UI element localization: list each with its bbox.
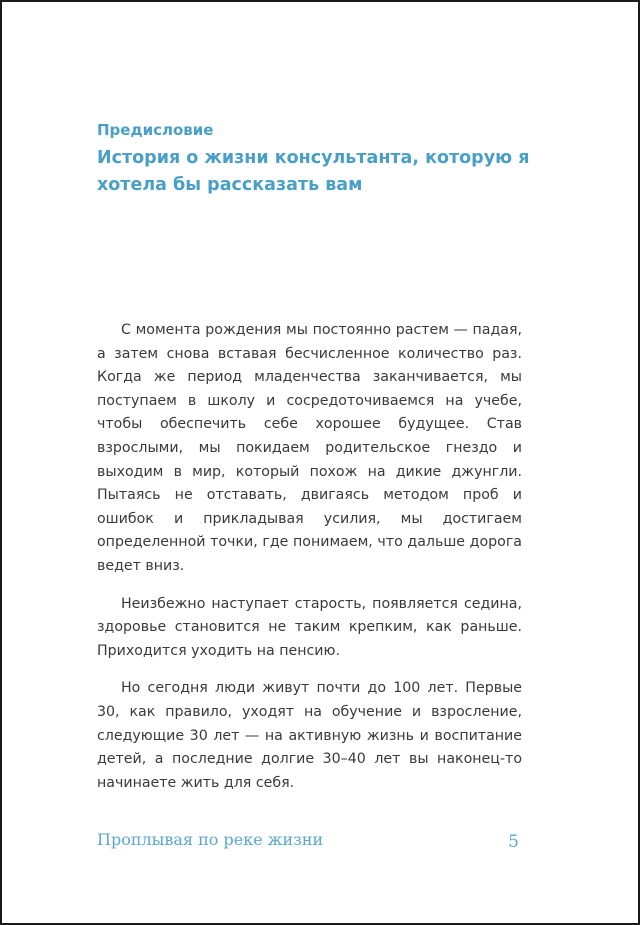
running-footer-title: Проплывая по реке жизни: [97, 830, 324, 849]
body-text: [97, 319, 522, 809]
chapter-label: Предисловие: [97, 121, 214, 139]
paragraph-1: С момента рождения мы постоянно растем — падая, а затем снова вставая бесчисленное количество раз. Когда же период младенчества заканчивается, мы поступаем в школу и сосредоточиваемся на учебе, чтобы обеспечить себе хорошее будущее. Став взрослыми, мы покидаем родительское гнездо и выходим в мир, который похож на дикие джунгли. Пытаясь не отставать, двигаясь методом проб и ошибок и прикладывая усилия, мы достигаем определенной точки, где понимаем, что дальше дорога ведет вниз.: [97, 322, 522, 574]
page-number: 5: [508, 832, 519, 852]
chapter-title: История о жизни консультанта, которую я хотела бы рассказать вам: [97, 148, 530, 195]
paragraph-2: Неизбежно наступает старость, появляется седина, здоровье становится не таким крепким, как раньше. Приходится уходить на пенсию.: [97, 595, 522, 659]
paragraph-3: Но сегодня люди живут почти до 100 лет. Первые 30, как правило, уходят на обучение и взросление, следующие 30 лет — на активную жизнь и воспитание детей, а последние долгие 30–40 лет вы наконец-то начинаете жить для себя.: [97, 680, 522, 791]
